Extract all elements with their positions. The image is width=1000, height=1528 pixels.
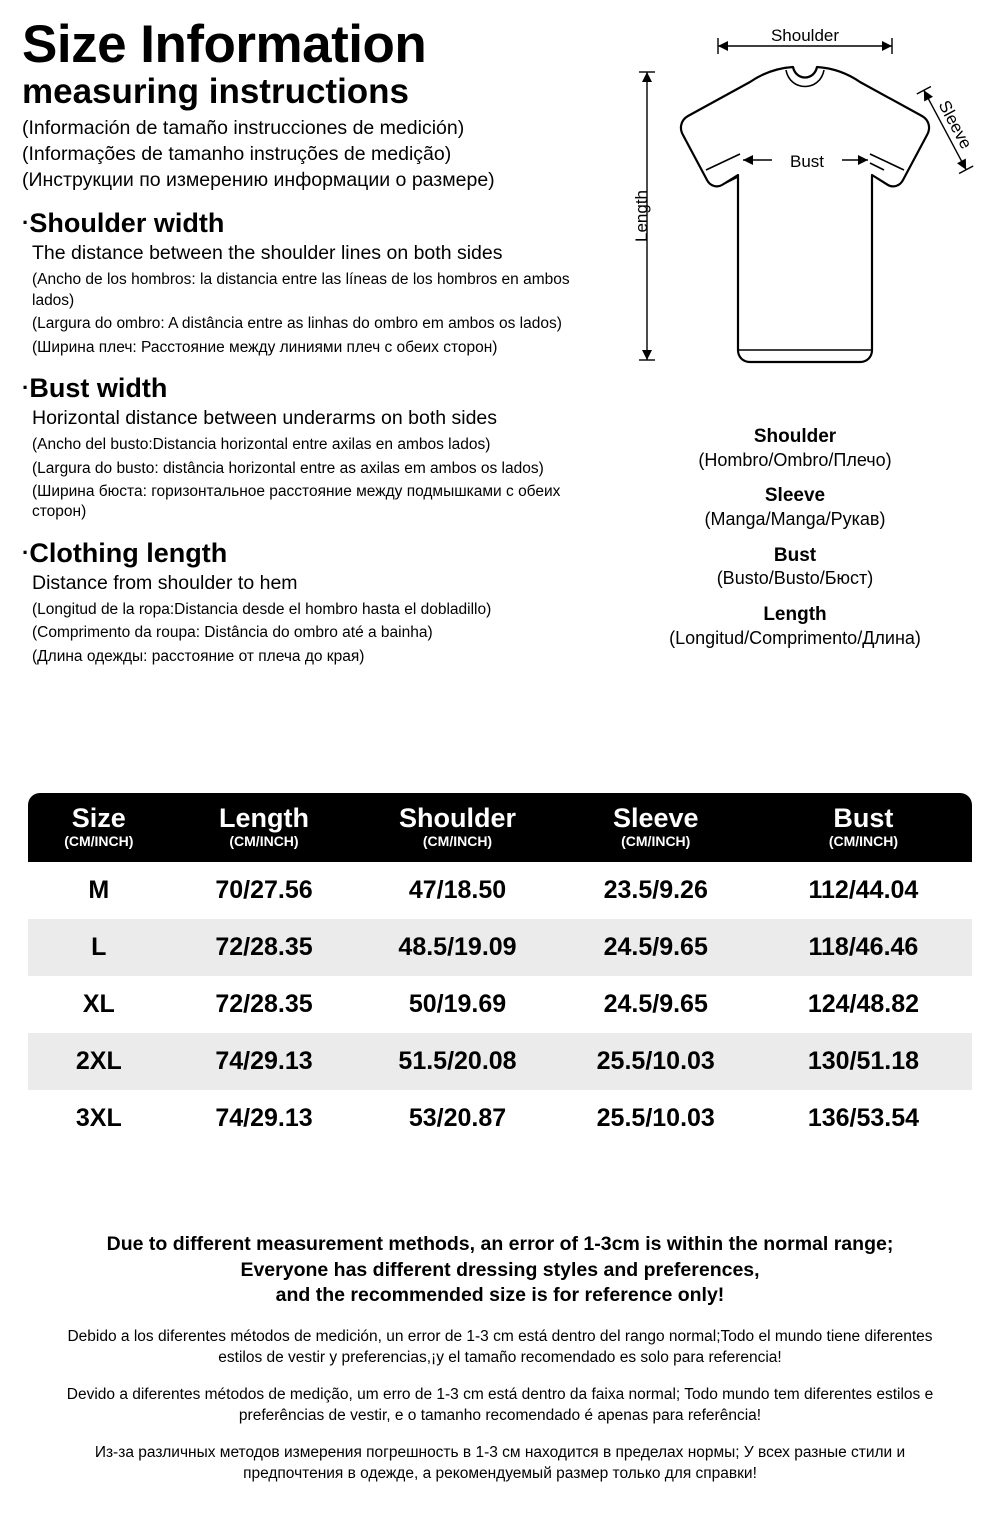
legend-label: Length — [763, 603, 827, 625]
diagram-length-label: Length — [632, 190, 651, 242]
header-unit: (CM/INCH) — [422, 833, 493, 850]
disclaimer-section — [30, 1232, 970, 1501]
diagram-legend — [600, 426, 990, 649]
header-unit: (CM/INCH) — [64, 833, 134, 850]
section-translation-es: (Longitud de la ropa:Distancia desde el hombro hasta el dobladillo) — [32, 600, 492, 618]
disclaimer-spanish: Debido a los diferentes métodos de medición, un error de 1-3 cm está dentro del rango normal;Todo el mundo tiene diferentes estilos de vestir y preferencias,¡y el tamaño recomendado es solo para referencia! — [67, 1328, 933, 1367]
table-header-shoulder — [358, 793, 556, 862]
cell-shoulder: 53/20.87 — [408, 1104, 507, 1133]
legend-translation: (Longitud/Comprimento/Длина) — [669, 627, 921, 648]
legend-translation: (Busto/Busto/Бюст) — [716, 568, 874, 589]
disclaimer-english-line-2: Everyone has different dressing styles and preferences, — [240, 1258, 760, 1281]
legend-label: Bust — [773, 544, 817, 566]
table-header-bust — [755, 793, 972, 862]
disclaimer-english-line-1: Due to different measurement methods, an error of 1-3cm is within the normal range; — [106, 1233, 894, 1255]
legend-item-bust — [600, 545, 990, 590]
section-translation-es: (Ancho de los hombros: la distancia entre las líneas de los hombros en ambos lados) — [32, 271, 570, 309]
header-main: Size — [71, 803, 126, 833]
table-row — [28, 976, 972, 1033]
cell-size: 3XL — [75, 1104, 122, 1133]
disclaimer-english — [30, 1232, 970, 1309]
cell-length: 74/29.13 — [215, 1104, 313, 1133]
bullet-icon: · — [22, 210, 30, 236]
diagram-shoulder-label: Shoulder — [770, 26, 840, 45]
cell-size: M — [88, 876, 110, 905]
table-row — [28, 1033, 972, 1090]
section-clothing-length — [22, 539, 592, 667]
table-row — [28, 919, 972, 976]
bullet-icon: · — [22, 539, 30, 565]
disclaimer-portuguese: Devido a diferentes métodos de medição, um erro de 1-3 cm está dentro da faixa normal; Todo mundo tem diferentes estilos e preferências de vestir, e o tamanho recomendado é apenas para referência! — [66, 1386, 934, 1424]
legend-item-length — [600, 604, 990, 649]
cell-size: XL — [82, 990, 115, 1019]
disclaimer-english-line-3: and the recommended size is for reference only! — [275, 1284, 725, 1307]
cell-length: 72/28.35 — [215, 990, 313, 1019]
section-heading-text: Shoulder width — [29, 208, 225, 239]
section-heading-text: Bust width — [29, 373, 168, 404]
legend-translation: (Hombro/Ombro/Плечо) — [698, 449, 892, 470]
cell-bust: 136/53.54 — [807, 1104, 920, 1133]
cell-sleeve: 23.5/9.26 — [603, 876, 708, 905]
header-main: Shoulder — [399, 803, 517, 833]
legend-item-shoulder — [600, 426, 990, 471]
size-chart-table — [28, 793, 972, 1147]
disclaimer-russian: Из-за различных методов измерения погрешность в 1-3 см находится в пределах нормы; У всех разные стили и предпочтения в одежде, а рекомендуемый размер только для справки! — [94, 1443, 906, 1482]
section-bust-width — [22, 374, 592, 523]
section-translation-ru: (Ширина бюста: горизонтальное расстояние между подмышками с обеих сторон) — [32, 482, 561, 521]
header-main: Sleeve — [612, 803, 699, 833]
page-subtitle: measuring instructions — [22, 72, 410, 112]
bullet-icon: · — [22, 375, 30, 401]
table-header-length — [170, 793, 359, 862]
header-main: Length — [219, 803, 309, 833]
section-translation-es: (Ancho del busto:Distancia horizontal entre axilas en ambos lados) — [32, 436, 491, 454]
header-unit: (CM/INCH) — [828, 833, 899, 850]
size-chart-table-wrapper — [28, 793, 972, 1147]
table-header-row — [28, 793, 972, 862]
cell-length: 74/29.13 — [215, 1047, 313, 1076]
section-english: Horizontal distance between underarms on both sides — [32, 406, 498, 429]
cell-size: 2XL — [75, 1047, 122, 1076]
table-header-sleeve — [557, 793, 755, 862]
diagram-sleeve-label: Sleeve — [934, 97, 976, 153]
section-translation-ru: (Длина одежды: расстояние от плеча до края) — [32, 647, 365, 665]
section-heading — [22, 539, 592, 569]
table-row — [28, 862, 972, 919]
cell-shoulder: 50/19.69 — [408, 990, 507, 1019]
tshirt-measurement-svg — [600, 20, 990, 420]
legend-translation: (Manga/Manga/Рукав) — [704, 509, 886, 530]
diagram-bust-label: Bust — [789, 152, 825, 171]
cell-bust: 118/46.46 — [808, 933, 919, 962]
section-heading — [22, 209, 592, 239]
header-unit: (CM/INCH) — [621, 833, 691, 850]
cell-bust: 130/51.18 — [807, 1047, 920, 1076]
section-translation-ru: (Ширина плеч: Расстояние между линиями плеч с обеих сторон) — [32, 338, 498, 356]
tshirt-diagram — [600, 20, 990, 420]
header-main: Bust — [833, 803, 894, 833]
cell-shoulder: 48.5/19.09 — [398, 933, 517, 962]
cell-sleeve: 24.5/9.65 — [603, 990, 708, 1019]
section-english: The distance between the shoulder lines on both sides — [32, 241, 503, 264]
table-body — [28, 862, 972, 1147]
cell-shoulder: 47/18.50 — [408, 876, 507, 905]
header-translation-pt: (Informações de tamanho instruções de medição) — [22, 142, 452, 165]
section-heading-text: Clothing length — [29, 537, 228, 568]
cell-bust: 124/48.82 — [807, 990, 920, 1019]
header-translation-es: (Información de tamaño instrucciones de medición) — [22, 116, 465, 139]
header-translation-ru: (Инструкции по измерению информации о размере) — [22, 169, 495, 192]
section-translation-pt: (Comprimento da roupa: Distância do ombro até a bainha) — [32, 624, 433, 642]
section-translation-pt: (Largura do busto: distância horizontal entre as axilas em ambos os lados) — [32, 459, 544, 477]
page-title: Size Information — [22, 15, 427, 74]
diagram-column — [600, 20, 990, 663]
header-unit: (CM/INCH) — [229, 833, 299, 850]
cell-size: L — [91, 933, 107, 962]
cell-bust: 112/44.04 — [808, 876, 919, 905]
legend-item-sleeve — [600, 485, 990, 530]
section-shoulder-width — [22, 209, 592, 358]
instructions-column — [22, 15, 592, 670]
legend-label: Shoulder — [753, 426, 837, 447]
section-translation-pt: (Largura do ombro: A distância entre as linhas do ombro em ambos os lados) — [32, 315, 562, 333]
legend-label: Sleeve — [764, 485, 826, 507]
cell-sleeve: 25.5/10.03 — [596, 1104, 715, 1133]
section-english: Distance from shoulder to hem — [32, 571, 298, 594]
cell-sleeve: 25.5/10.03 — [596, 1047, 715, 1076]
cell-length: 72/28.35 — [215, 933, 313, 962]
cell-length: 70/27.56 — [215, 876, 313, 905]
cell-shoulder: 51.5/20.08 — [398, 1047, 517, 1076]
section-heading — [22, 374, 592, 404]
table-row — [28, 1090, 972, 1147]
table-header-size — [28, 793, 170, 862]
cell-sleeve: 24.5/9.65 — [603, 933, 708, 962]
table-header — [28, 793, 972, 862]
